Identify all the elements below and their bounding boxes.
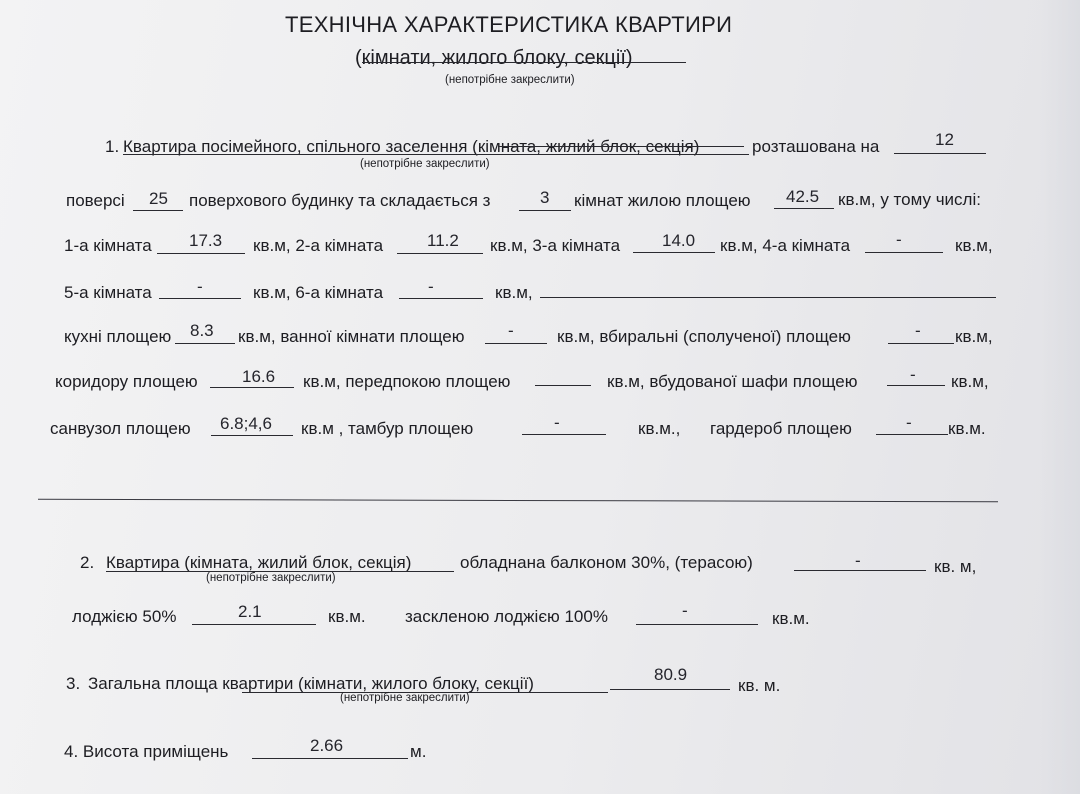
total-blank (610, 689, 730, 690)
doc-title: ТЕХНІЧНА ХАРАКТЕРИСТИКА КВАРТИРИ (285, 12, 733, 37)
balcony-value: - (855, 551, 861, 570)
incl-text: кв.м, у тому числі: (838, 190, 981, 209)
kitchen-blank (175, 343, 235, 344)
height-unit: м. (410, 742, 427, 761)
floors-total-blank (133, 210, 183, 211)
corridor-value: 16.6 (242, 367, 276, 386)
room1-blank (157, 253, 245, 254)
s3-text: Загальна площа квартири (кімнати, жилого блоку, секції) (88, 674, 534, 693)
room4-label: кв.м, 4-а кімната (720, 236, 851, 255)
glazed-value: - (682, 601, 688, 620)
header-note: (непотрібне закреслити) (445, 74, 575, 86)
garderob-value: - (906, 413, 912, 432)
s1-number: 1. (105, 137, 120, 156)
sanuzol-blank (211, 435, 293, 436)
floor-blank (894, 153, 986, 154)
s1-intro-strike (498, 146, 744, 147)
room2-blank (397, 253, 483, 254)
wardrobe-value: - (910, 365, 916, 384)
s4-label: 4. Висота приміщень (64, 742, 229, 761)
loggia-value: 2.1 (238, 602, 262, 621)
room3-label: кв.м, 3-а кімната (490, 236, 621, 255)
doc-subtitle: (кімнати, жилого блоку, секції) (355, 47, 633, 69)
page-edge-shadow (1040, 0, 1080, 794)
s2-text-a: Квартира (кімната, жилий блок, секція) (106, 553, 412, 572)
glazed-label: засклeною лоджією 100% (405, 607, 608, 626)
room6-blank (399, 298, 483, 299)
tambur-blank (522, 434, 606, 435)
s1-note: (непотрібне закреслити) (360, 158, 490, 170)
wardrobe-unit: кв.м, (951, 372, 989, 391)
s3-number: 3. (66, 674, 81, 693)
wardrobe-label: кв.м, вбудованої шафи площею (607, 372, 858, 391)
garderob-label: гардероб площею (710, 419, 852, 438)
total-area-value: 80.9 (654, 665, 688, 684)
s2-note: (непотрібне закреслити) (206, 572, 336, 584)
room3-value: 14.0 (662, 231, 696, 250)
s1-intro-underline (123, 154, 749, 155)
room4-value: - (896, 230, 902, 249)
garderob-unit: кв.м. (948, 419, 986, 438)
s1-located: розташована на (752, 137, 880, 156)
tambur-label: кв.м , тамбур площею (301, 419, 474, 438)
wardrobe-blank (887, 385, 945, 386)
floors-total-value: 25 (149, 189, 168, 208)
floor-word: поверсі (66, 191, 125, 210)
tambur-value: - (554, 413, 560, 432)
section-divider (38, 499, 998, 503)
corridor-blank (210, 387, 294, 388)
corridor-label: коридору площею (55, 372, 198, 391)
floor-value: 12 (935, 130, 954, 149)
room5-value: - (197, 277, 203, 296)
loggia-unit: кв.м. (328, 607, 366, 626)
loggia-blank (192, 624, 316, 625)
s1-intro: Квартира посімейного, спільного заселення (кімната, жилий блок, секція) (123, 137, 700, 156)
hall-blank (535, 385, 591, 386)
bath-label: кв.м, ванної кімнати площею (238, 327, 465, 346)
line4-blank (540, 297, 996, 298)
loggia-label: лоджією 50% (72, 607, 177, 626)
height-blank (252, 758, 408, 759)
building-text: поверхового будинку та складається з (189, 191, 491, 210)
toilet-unit: кв.м, (955, 327, 993, 346)
kitchen-label: кухні площею (64, 327, 172, 346)
room4-unit: кв.м, (955, 236, 993, 255)
garderob-blank (876, 434, 948, 435)
rooms-living-text: кімнат жилою площею (574, 191, 751, 210)
hall-label: кв.м, передпокою площею (303, 372, 511, 391)
bath-blank (485, 343, 547, 344)
kitchen-value: 8.3 (190, 321, 214, 340)
sanuzol-label: санвузол площею (50, 419, 191, 438)
tambur-unit: кв.м., (638, 419, 681, 438)
s2-text-b: обладнана балконом 30%, (терасою) (460, 553, 753, 572)
height-value: 2.66 (310, 736, 344, 755)
bath-value: - (508, 321, 514, 340)
room2-value: 11.2 (427, 231, 459, 250)
room6-value: - (428, 277, 434, 296)
room1-value: 17.3 (189, 231, 223, 250)
toilet-blank (888, 343, 954, 344)
room1-label: 1-а кімната (64, 236, 152, 255)
living-area-value: 42.5 (786, 187, 820, 206)
glazed-unit: кв.м. (772, 609, 810, 628)
room6-label: кв.м, 6-а кімната (253, 283, 384, 302)
room2-label: кв.м, 2-а кімната (253, 236, 384, 255)
room6-unit: кв.м, (495, 283, 533, 302)
room3-blank (633, 252, 715, 253)
subtitle-strike (362, 62, 686, 63)
sanuzol-value: 6.8;4,6 (220, 414, 272, 433)
room4-blank (865, 252, 943, 253)
toilet-value: - (915, 321, 921, 340)
rooms-value: 3 (540, 188, 550, 207)
total-unit: кв. м. (738, 676, 781, 695)
rooms-blank (519, 210, 571, 211)
glazed-blank (636, 624, 758, 625)
balcony-unit: кв. м, (934, 557, 977, 576)
living-area-blank (774, 208, 834, 209)
toilet-label: кв.м, вбиральні (сполученої) площею (557, 327, 851, 346)
room5-blank (159, 298, 241, 299)
room5-label: 5-а кімната (64, 283, 152, 302)
s3-note: (непотрібне закреслити) (340, 692, 470, 704)
s2-number: 2. (80, 553, 95, 572)
